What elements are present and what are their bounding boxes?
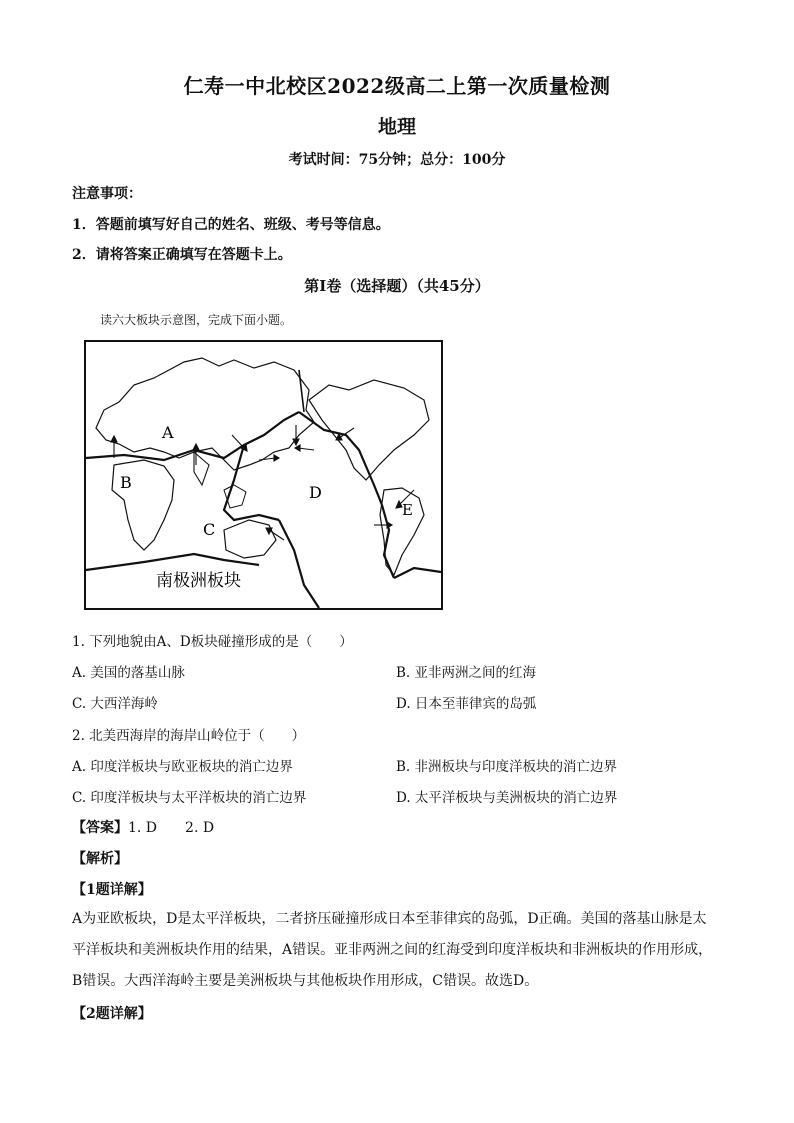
antarctic-plate-label: 南极洲板块 xyxy=(156,571,241,591)
question-2-option-a: A. 印度洋板块与欧亚板块的消亡边界 xyxy=(72,759,293,775)
q1-detail-heading: 【1题详解】 xyxy=(72,882,152,898)
plate-map-figure xyxy=(84,340,443,610)
plate-label-e: E xyxy=(402,501,413,519)
exam-info: 考试时间：75分钟；总分：100分 xyxy=(288,152,506,168)
q1-detail-line-3: B错误。大西洋海岭主要是美洲板块与其他板块作用形成，C错误。故选D。 xyxy=(72,973,539,989)
question-2-option-c: C. 印度洋板块与太平洋板块的消亡边界 xyxy=(72,790,307,806)
answer-line xyxy=(72,817,214,837)
question-2-option-d: D. 太平洋板块与美洲板块的消亡边界 xyxy=(396,790,618,806)
plate-label-a: A xyxy=(162,423,174,442)
question-1-option-a: A. 美国的落基山脉 xyxy=(72,665,185,681)
question-2-stem: 2. 北美西海岸的海岸山岭位于（ ） xyxy=(72,728,306,744)
answer-label: 【答案】 xyxy=(72,820,128,836)
plate-map-svg xyxy=(84,340,443,610)
plate-label-c: C xyxy=(203,520,216,539)
section-heading: 第I卷（选择题）（共45分） xyxy=(304,277,490,295)
document-title: 仁寿一中北校区2022级高二上第一次质量检测 xyxy=(183,74,611,98)
analysis-label: 【解析】 xyxy=(72,851,128,867)
notes-heading: 注意事项： xyxy=(72,186,142,202)
note-item-2: 2．请将答案正确填写在答题卡上。 xyxy=(72,247,292,263)
q2-detail-heading: 【2题详解】 xyxy=(72,1006,152,1022)
answer-text: 1. D 2. D xyxy=(128,820,215,836)
subject-title: 地理 xyxy=(377,116,416,138)
q1-detail-line-2: 平洋板块和美洲板块作用的结果，A错误。亚非两洲之间的红海受到印度洋板块和非洲板块的作用形成， xyxy=(72,942,713,958)
plate-label-d: D xyxy=(309,483,322,502)
question-1-option-c: C. 大西洋海岭 xyxy=(72,696,158,712)
plate-label-b: B xyxy=(120,473,132,492)
q1-detail-line-1: A为亚欧板块，D是太平洋板块，二者挤压碰撞形成日本至菲律宾的岛弧，D正确。美国的落基山脉是太 xyxy=(72,911,707,927)
question-prompt: 读六大板块示意图，完成下面小题。 xyxy=(100,313,293,327)
question-1-option-b: B. 亚非两洲之间的红海 xyxy=(396,665,537,681)
question-1-stem: 1. 下列地貌由A、D板块碰撞形成的是（ ） xyxy=(72,634,353,650)
question-2-option-b: B. 非洲板块与印度洋板块的消亡边界 xyxy=(396,759,618,775)
q1-detail-paragraph xyxy=(72,904,722,997)
note-item-1: 1．答题前填写好自己的姓名、班级、考号等信息。 xyxy=(72,217,390,233)
question-1-option-d: D. 日本至菲律宾的岛弧 xyxy=(396,696,537,712)
